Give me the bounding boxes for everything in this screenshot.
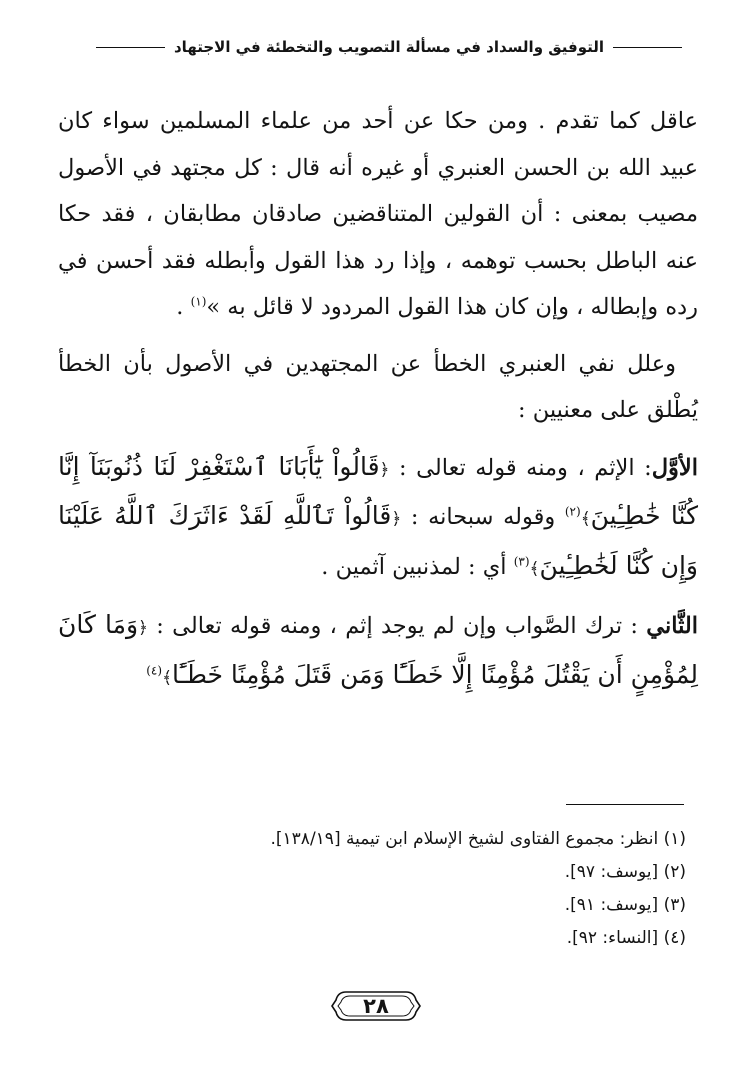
quran-bracket-close-icon: ﴾ (162, 667, 173, 688)
footnote-item (120, 889, 686, 922)
paragraph-1-end: . (176, 294, 191, 320)
paragraph-2: وعلل نفي العنبري الخطأ عن المجتهدين في الأصول بأن الخطأ يُطْلق على معنيين : (58, 350, 698, 423)
paragraph-first-meaning (58, 444, 698, 593)
footnote-item (120, 922, 686, 955)
page-number-text: ٢٨ (363, 994, 389, 1018)
quran-bracket-open-icon: ﴿ (391, 509, 402, 529)
first-meaning-term: الأوَّل (651, 454, 698, 481)
main-text (58, 98, 698, 701)
first-meaning-intro: : الإثم ، ومنه قوله تعالى : (389, 454, 652, 481)
footnote-ref-2: (٢) (564, 504, 581, 519)
footnote-item (120, 856, 686, 889)
footnote-item (120, 823, 686, 856)
footnotes (120, 823, 686, 955)
footnote-number: (٤) (663, 928, 686, 948)
first-meaning-connector: وقوله سبحانه : (401, 504, 565, 530)
page-number (330, 988, 422, 1024)
paragraph-second-meaning (58, 602, 698, 701)
running-header (96, 30, 682, 64)
quran-bracket-close-icon: ﴾ (580, 509, 591, 529)
footnote-number: (١) (663, 829, 686, 849)
footnote-text: انظر: مجموع الفتاوى لشيخ الإسلام ابن تيمية [١٣٨/١٩]. (270, 829, 664, 849)
second-meaning-intro: : ترك الصَّواب وإن لم يوجد إثم ، ومنه قوله تعالى : (148, 613, 647, 639)
quran-bracket-open-icon: ﴿ (138, 618, 149, 638)
footnote-text: [النساء: ٩٢]. (566, 928, 664, 948)
header-rule-right (613, 47, 682, 48)
paragraph-1 (58, 98, 698, 331)
footnote-ref-1: (١) (190, 294, 207, 309)
second-meaning-term: الثَّاني (646, 613, 699, 639)
quran-verse-3: وَمَا كَانَ لِمُؤْمِنٍ أَن يَقْتُلَ مُؤْمِنًا إِلَّا خَطَـًٔا وَمَن قَتَلَ مُؤْمِنًا خَطَـًٔا (58, 610, 698, 689)
header-rule-left (96, 47, 165, 48)
header-title: التوفيق والسداد في مسألة التصويب والتخطئة في الاجتهاد (173, 38, 605, 56)
first-meaning-tail: أي : لمذنبين آثمين . (321, 553, 514, 580)
footnote-ref-3: (٣) (513, 554, 530, 568)
quran-bracket-close-icon: ﴾ (529, 558, 540, 579)
footnote-separator (566, 804, 684, 805)
footnote-number: (٣) (663, 895, 686, 915)
quran-verse-2: قَالُواْ تَٱللَّهِ لَقَدْ ءَاثَرَكَ ٱللَّهُ عَلَيْنَا وَإِن كُنَّا لَخَٰطِـِٔينَ (58, 501, 698, 580)
footnote-text: [يوسف: ٩١]. (564, 895, 664, 915)
footnote-number: (٢) (663, 862, 686, 882)
footnote-ref-4: (٤) (146, 663, 163, 677)
quran-verse-1: قَالُواْ يَٰٓأَبَانَا ٱسْتَغْفِرْ لَنَا ذُنُوبَنَآ إِنَّا كُنَّا خَٰطِـِٔينَ (58, 451, 698, 530)
quran-bracket-open-icon: ﴿ (379, 459, 390, 480)
paragraph-1-text: عاقل كما تقدم . ومن حكا عن أحد من علماء المسلمين سواء كان عبيد الله بن الحسن العنبري أو غيره أنه قال : كل مجتهد في الأصول مصيب بمعنى : أن القولين المتناقضين صادقان مطابقان ، فقد حكا عنه الباطل بحسب توهمه ، وإذا رد هذا القول وأبطله فقد أحسن في رده وإبطاله ، وإن كان هذا القول المردود لا قائل به » (58, 108, 698, 320)
footnote-text: [يوسف: ٩٧]. (564, 862, 664, 882)
